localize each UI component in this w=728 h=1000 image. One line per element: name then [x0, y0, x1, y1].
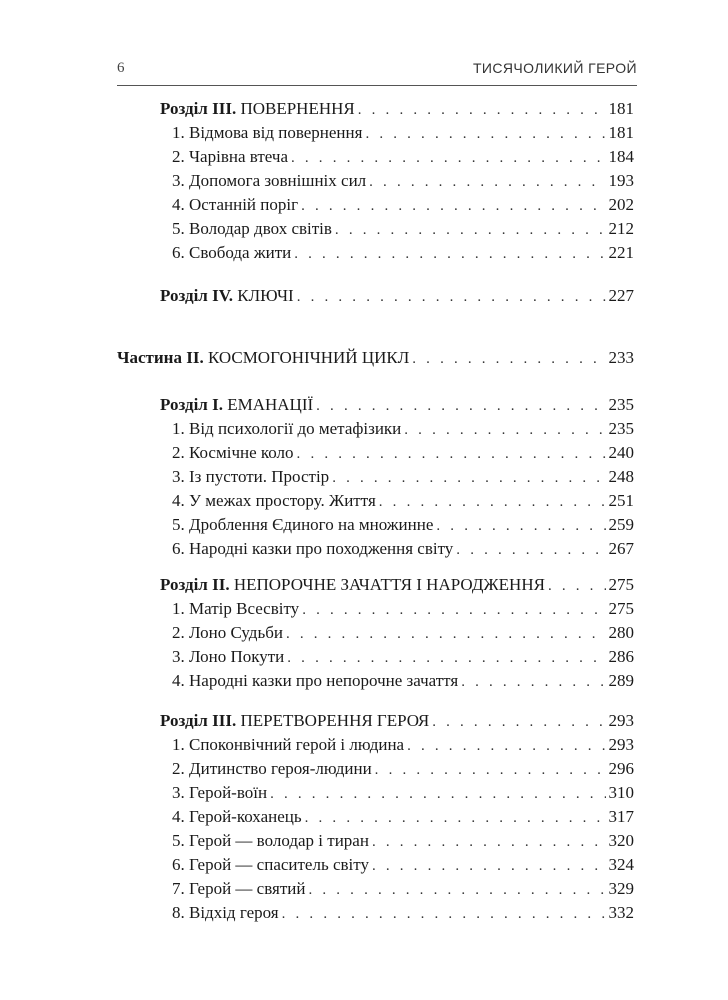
- toc-section-transformations[interactable]: [160, 709, 634, 733]
- toc-chapter-redemption[interactable]: [172, 645, 634, 669]
- dot-leader: [335, 218, 606, 242]
- toc-chapter-childhood[interactable]: [172, 757, 634, 781]
- chapter-title: 8. Відхід героя: [172, 903, 279, 922]
- dot-leader: [270, 782, 605, 806]
- page-ref: 324: [608, 855, 634, 874]
- dot-leader: [302, 598, 605, 622]
- dot-leader: [316, 394, 605, 418]
- chapter-title: 2. Лоно Судьби: [172, 623, 283, 642]
- dot-leader: [286, 622, 606, 646]
- chapter-title: 4. Герой-коханець: [172, 807, 302, 826]
- page-ref: 286: [608, 647, 634, 666]
- section-prefix: Розділ ІІІ.: [160, 99, 237, 118]
- toc-chapter-breaking[interactable]: [172, 513, 634, 537]
- dot-leader: [404, 418, 605, 442]
- dot-leader: [548, 574, 606, 598]
- page-ref: 293: [608, 711, 634, 730]
- dot-leader: [461, 670, 605, 694]
- section-title: НЕПОРОЧНЕ ЗАЧАТТЯ І НАРОДЖЕННЯ: [233, 575, 545, 594]
- dot-leader: [432, 710, 605, 734]
- page-ref: 233: [608, 348, 634, 367]
- toc-chapter-destiny[interactable]: [172, 621, 634, 645]
- section-prefix: Розділ І.: [160, 395, 223, 414]
- page-ref: 310: [608, 783, 634, 802]
- chapter-title: 3. Із пустоти. Простір: [172, 467, 330, 486]
- toc-chapter-departure[interactable]: [172, 901, 634, 925]
- dot-leader: [282, 902, 606, 926]
- page-ref: 235: [608, 419, 634, 438]
- section-prefix: Розділ ІІ.: [160, 575, 230, 594]
- dot-leader: [372, 854, 606, 878]
- chapter-title: 6. Народні казки про походження світу: [172, 539, 454, 558]
- chapter-title: 1. Відмова від повернення: [172, 123, 363, 142]
- dot-leader: [301, 194, 605, 218]
- dot-leader: [294, 242, 605, 266]
- toc-chapter-primordial[interactable]: [172, 733, 634, 757]
- toc-chapter-folk-virgin[interactable]: [172, 669, 634, 693]
- part-title: КОСМОГОНІЧНИЙ ЦИКЛ: [207, 348, 410, 367]
- page-ref: 320: [608, 831, 634, 850]
- toc-chapter-void[interactable]: [172, 465, 634, 489]
- toc-chapter-mother[interactable]: [172, 597, 634, 621]
- toc-section-virgin-birth[interactable]: [160, 573, 634, 597]
- page-ref: 317: [608, 807, 634, 826]
- toc-section-keys[interactable]: [160, 284, 634, 308]
- page-ref: 267: [608, 539, 634, 558]
- page-ref: 329: [608, 879, 634, 898]
- toc-chapter-flight[interactable]: [172, 145, 634, 169]
- toc-chapter-folk-creation[interactable]: [172, 537, 634, 561]
- chapter-title: 3. Герой-воїн: [172, 783, 268, 802]
- page-ref: 296: [608, 759, 634, 778]
- dot-leader: [308, 878, 605, 902]
- page-ref: 181: [608, 123, 634, 142]
- toc-section-emanations[interactable]: [160, 393, 634, 417]
- page-ref: 202: [608, 195, 634, 214]
- chapter-title: 7. Герой — святий: [172, 879, 306, 898]
- page-ref: 240: [608, 443, 634, 462]
- section-title: ПЕРЕТВОРЕННЯ ГЕРОЯ: [240, 711, 430, 730]
- dot-leader: [436, 514, 605, 538]
- running-title: ТИСЯЧОЛИКИЙ ГЕРОЙ: [472, 60, 637, 76]
- toc-chapter-round[interactable]: [172, 441, 634, 465]
- chapter-title: 6. Свобода жити: [172, 243, 292, 262]
- page-ref: 181: [608, 99, 634, 118]
- toc-chapter-emperor[interactable]: [172, 829, 634, 853]
- dot-leader: [372, 830, 606, 854]
- chapter-title: 2. Чарівна втеча: [172, 147, 288, 166]
- page-ref: 235: [608, 395, 634, 414]
- toc-chapter-refusal[interactable]: [172, 121, 634, 145]
- toc-chapter-saint[interactable]: [172, 877, 634, 901]
- chapter-title: 1. Матір Всесвіту: [172, 599, 300, 618]
- page-ref: 227: [608, 286, 634, 305]
- toc-chapter-psychology[interactable]: [172, 417, 634, 441]
- page-ref: 275: [608, 599, 634, 618]
- page-ref: 212: [608, 219, 634, 238]
- chapter-title: 6. Герой — спаситель світу: [172, 855, 369, 874]
- page-ref: 289: [608, 671, 634, 690]
- dot-leader: [365, 122, 605, 146]
- chapter-title: 2. Космічне коло: [172, 443, 294, 462]
- dot-leader: [297, 442, 606, 466]
- chapter-title: 5. Герой — володар і тиран: [172, 831, 369, 850]
- chapter-title: 4. Останній поріг: [172, 195, 299, 214]
- dot-leader: [375, 758, 606, 782]
- chapter-title: 4. У межах простору. Життя: [172, 491, 376, 510]
- dot-leader: [332, 466, 605, 490]
- chapter-title: 5. Дроблення Єдиного на множинне: [172, 515, 434, 534]
- page-ref: 259: [608, 515, 634, 534]
- dot-leader: [358, 98, 606, 122]
- chapter-title: 3. Допомога зовнішніх сил: [172, 171, 367, 190]
- dot-leader: [287, 646, 605, 670]
- section-prefix: Розділ ІІІ.: [160, 711, 237, 730]
- chapter-title: 5. Володар двох світів: [172, 219, 332, 238]
- section-title: ПОВЕРНЕННЯ: [240, 99, 355, 118]
- toc-chapter-rescue[interactable]: [172, 169, 634, 193]
- page-ref: 332: [608, 903, 634, 922]
- chapter-title: 2. Дитинство героя-людини: [172, 759, 372, 778]
- section-title: КЛЮЧІ: [237, 286, 294, 305]
- chapter-title: 1. Від психології до метафізики: [172, 419, 402, 438]
- part-prefix: Частина ІІ.: [117, 348, 204, 367]
- dot-leader: [407, 734, 605, 758]
- page-ref: 184: [608, 147, 634, 166]
- page-ref: 248: [608, 467, 634, 486]
- toc-chapter-space[interactable]: [172, 489, 634, 513]
- page-ref: 293: [608, 735, 634, 754]
- page-ref: 275: [608, 575, 634, 594]
- dot-leader: [456, 538, 605, 562]
- toc-part-two[interactable]: [117, 346, 634, 370]
- toc-section-return[interactable]: [160, 97, 634, 121]
- page-ref: 221: [608, 243, 634, 262]
- dot-leader: [291, 146, 606, 170]
- chapter-title: 4. Народні казки про непорочне зачаття: [172, 671, 459, 690]
- toc-chapter-warrior[interactable]: [172, 781, 634, 805]
- toc-chapter-freedom[interactable]: [172, 241, 634, 265]
- page-number: 6: [117, 60, 125, 76]
- page-ref: 280: [608, 623, 634, 642]
- toc-chapter-master[interactable]: [172, 217, 634, 241]
- toc-chapter-lover[interactable]: [172, 805, 634, 829]
- section-prefix: Розділ IV.: [160, 286, 234, 305]
- dot-leader: [297, 285, 606, 309]
- page-ref: 251: [608, 491, 634, 510]
- dot-leader: [412, 347, 605, 371]
- chapter-title: 3. Лоно Покути: [172, 647, 285, 666]
- page-ref: 193: [608, 171, 634, 190]
- dot-leader: [379, 490, 606, 514]
- toc-chapter-threshold[interactable]: [172, 193, 634, 217]
- section-title: ЕМАНАЦІЇ: [227, 395, 314, 414]
- dot-leader: [369, 170, 605, 194]
- toc-chapter-redeemer[interactable]: [172, 853, 634, 877]
- chapter-title: 1. Споконвічний герой і людина: [172, 735, 405, 754]
- dot-leader: [305, 806, 606, 830]
